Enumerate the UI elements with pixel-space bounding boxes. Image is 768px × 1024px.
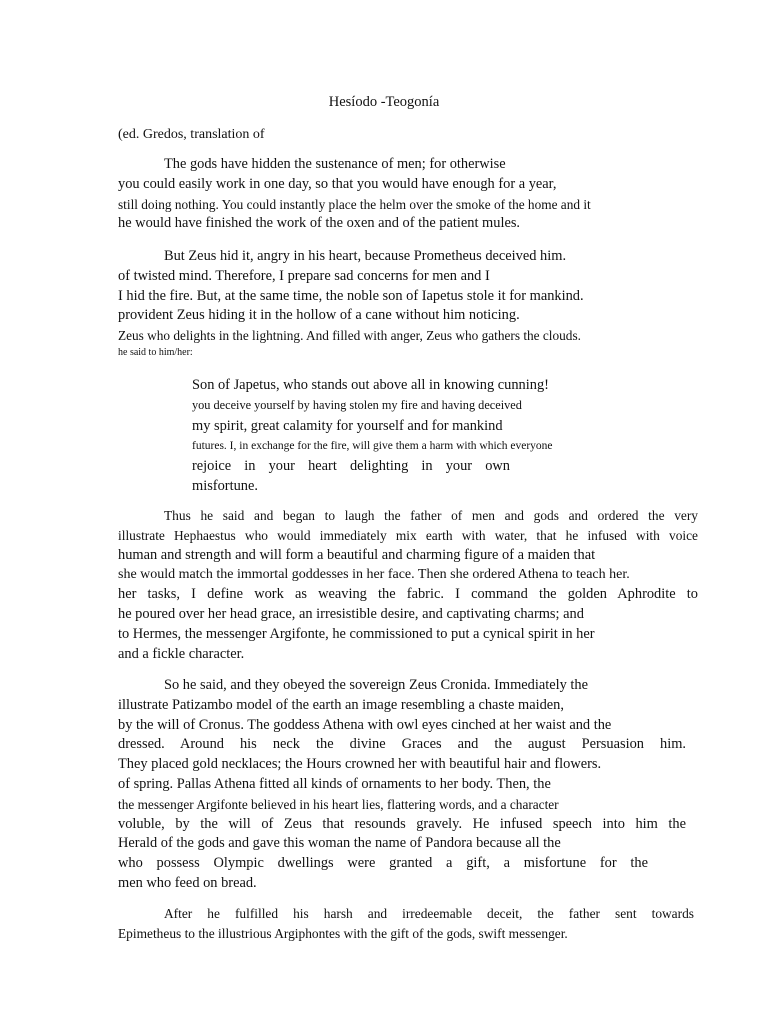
paragraph-line: illustrate Patizambo model of the earth an image resembling a chaste maiden,	[118, 696, 564, 713]
paragraph-line: still doing nothing. You could instantly place the helm over the smoke of the home and it	[118, 196, 591, 212]
paragraph-4	[118, 676, 698, 894]
paragraph-line: men who feed on bread.	[118, 874, 257, 891]
quote-line: misfortune.	[192, 478, 258, 495]
paragraph-line: her tasks, I define work as weaving the fabric. I command the golden Aphrodite to	[118, 586, 698, 603]
paragraph-line: of twisted mind. Therefore, I prepare sad concerns for men and I	[118, 267, 490, 284]
paragraph-line: she would match the immortal goddesses in her face. Then she ordered Athena to teach her.	[118, 567, 630, 583]
paragraph-line: provident Zeus hiding it in the hollow of a cane without him noticing.	[118, 307, 520, 324]
paragraph-line: The gods have hidden the sustenance of men; for otherwise	[164, 156, 506, 172]
paragraph-line: Zeus who delights in the lightning. And filled with anger, Zeus who gathers the clouds.	[118, 328, 581, 344]
paragraph-line: who possess Olympic dwellings were granted a gift, a misfortune for the	[118, 855, 648, 872]
paragraph-3	[118, 506, 698, 664]
paragraph-line: After he fulfilled his harsh and irredeemable deceit, the father sent towards	[164, 906, 694, 921]
paragraph-line: the messenger Argifonte believed in his heart lies, flattering words, and a character	[118, 796, 559, 812]
edition-note: (ed. Gredos, translation of	[118, 127, 265, 142]
paragraph-line: and a fickle character.	[118, 645, 245, 662]
quote-line: Son of Japetus, who stands out above all in knowing cunning!	[192, 377, 549, 393]
paragraph-line: So he said, and they obeyed the sovereign Zeus Cronida. Immediately the	[164, 677, 589, 693]
paragraph-line: illustrate Hephaestus who would immediately mix earth with water, that he infused with voice	[118, 527, 698, 543]
paragraph-line: he would have finished the work of the oxen and of the patient mules.	[118, 215, 521, 232]
paragraph-line: human and strength and will form a beautiful and charming figure of a maiden that	[118, 546, 596, 563]
paragraph-line: Thus he said and began to laugh the father of men and gods and ordered the very	[164, 508, 698, 523]
paragraph-line: voluble, by the will of Zeus that resounds gravely. He infused speech into him the	[118, 815, 686, 832]
paragraph-2	[118, 247, 698, 359]
quote-line: futures. I, in exchange for the fire, will give them a harm with which everyone	[192, 439, 553, 452]
paragraph-5	[118, 904, 698, 944]
paragraph-line: Herald of the gods and gave this woman the name of Pandora because all the	[118, 835, 561, 852]
quote-line: my spirit, great calamity for yourself and for mankind	[192, 417, 503, 434]
paragraph-1	[118, 155, 698, 234]
paragraph-line: he poured over her head grace, an irresistible desire, and captivating charms; and	[118, 605, 584, 622]
paragraph-line: Epimetheus to the illustrious Argiphontes with the gift of the gods, swift messenger.	[118, 925, 568, 941]
paragraph-line: But Zeus hid it, angry in his heart, because Prometheus deceived him.	[164, 248, 567, 264]
paragraph-line: dressed. Around his neck the divine Graces and the august Persuasion him.	[118, 736, 686, 753]
paragraph-line: you could easily work in one day, so that you would have enough for a year,	[118, 175, 557, 192]
page-title: Hesíodo -Teogonía	[328, 94, 440, 110]
paragraph-line: to Hermes, the messenger Argifonte, he commissioned to put a cynical spirit in her	[118, 625, 595, 642]
paragraph-line: of spring. Pallas Athena fitted all kinds of ornaments to her body. Then, the	[118, 775, 551, 792]
paragraph-line: They placed gold necklaces; the Hours crowned her with beautiful hair and flowers.	[118, 756, 602, 773]
quote-line: you deceive yourself by having stolen my fire and having deceived	[192, 398, 522, 413]
paragraph-line: by the will of Cronus. The goddess Athena with owl eyes cinched at her waist and the	[118, 716, 612, 733]
paragraph-line: I hid the fire. But, at the same time, the noble son of Iapetus stole it for mankind.	[118, 287, 584, 304]
quote-block	[192, 375, 592, 497]
paragraph-line: he said to him/her:	[118, 346, 193, 358]
quote-line: rejoice in your heart delighting in your own	[192, 458, 510, 475]
